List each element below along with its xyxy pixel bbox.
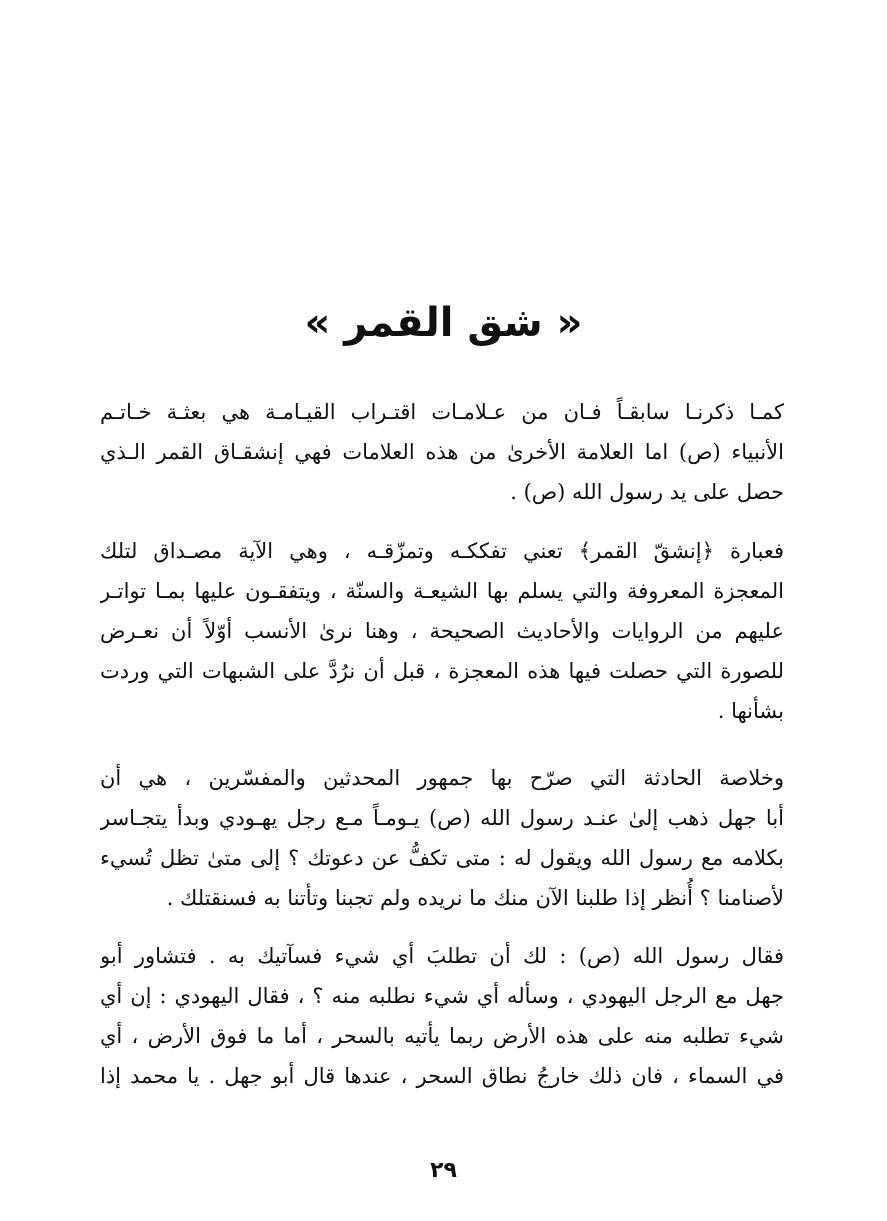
paragraph-1 xyxy=(100,392,784,512)
text-line: فعبارة ﴿إنشقّ القمر﴾ تعني تفككـه وتمزّقـه ، وهي الآية مصـداق لتلك xyxy=(100,539,784,563)
text-line: أبا جهل ذهب إلىٰ عنـد رسول الله (ص) يـومـاً مـع رجل يهـودي وبدأ يتجـاسر xyxy=(100,806,784,830)
text-line: بشأنها . xyxy=(717,699,784,723)
text-line: وخلاصة الحادثة التي صرّح بها جمهور المحدثين والمفسّرين ، هي أن xyxy=(100,766,784,790)
text-line: شيء تطلبه منه على هذه الأرض ربما يأتيه بالسحر ، أما ما فوق الأرض ، أي xyxy=(100,1024,784,1048)
text-line: للصورة التي حصلت فيها هذه المعجزة ، قبل أن نرُدَّ على الشبهات التي وردت xyxy=(100,659,784,683)
chapter-title: « شق القمر » xyxy=(304,300,583,346)
text-line: المعجزة المعروفة والتي يسلم بها الشيعـة والسنّة ، ويتفقـون عليها بمـا تواتـر xyxy=(100,579,784,603)
paragraph-2 xyxy=(100,531,784,731)
text-line: الأنبياء (ص) اما العلامة الأخرىٰ من هذه العلامات فهي إنشقـاق القمر الـذي xyxy=(100,440,784,464)
text-line: جهل مع الرجل اليهودي ، وسأله أي شيء نطلبه منه ؟ ، فقال اليهودي : إن أي xyxy=(100,984,784,1008)
paragraph-3 xyxy=(100,758,784,918)
text-line: حصل على يد رسول الله (ص) . xyxy=(510,480,784,504)
text-line: بكلامه مع رسول الله ويقول له : متى تكفُّ عن دعوتك ؟ إلى متىٰ تظل تُسيء xyxy=(100,846,784,870)
page-number: ٢٩ xyxy=(430,1158,457,1183)
text-line: فقال رسول الله (ص) : لك أن تطلبَ أي شيء فسآتيك به . فتشاور أبو xyxy=(100,944,784,968)
text-line: في السماء ، فان ذلك خارجُ نطاق السحر ، عندها قال أبو جهل . يا محمد إذا xyxy=(100,1064,784,1088)
text-line: عليهم من الروايات والأحاديث الصحيحة ، وهنا نرىٰ الأنسب أوّلاً أن نعـرض xyxy=(100,619,784,643)
paragraph-4 xyxy=(100,936,784,1096)
text-line: لأصنامنا ؟ أُنظر إذا طلبنا الآن منك ما نريده ولم تجبنا وتأتنا به فسنقتلك . xyxy=(166,886,784,910)
text-line: كمـا ذكرنـا سابقـاً فـان من عـلامـات اقتـراب القيـامـة هي بعثـة خـاتـم xyxy=(100,400,784,424)
